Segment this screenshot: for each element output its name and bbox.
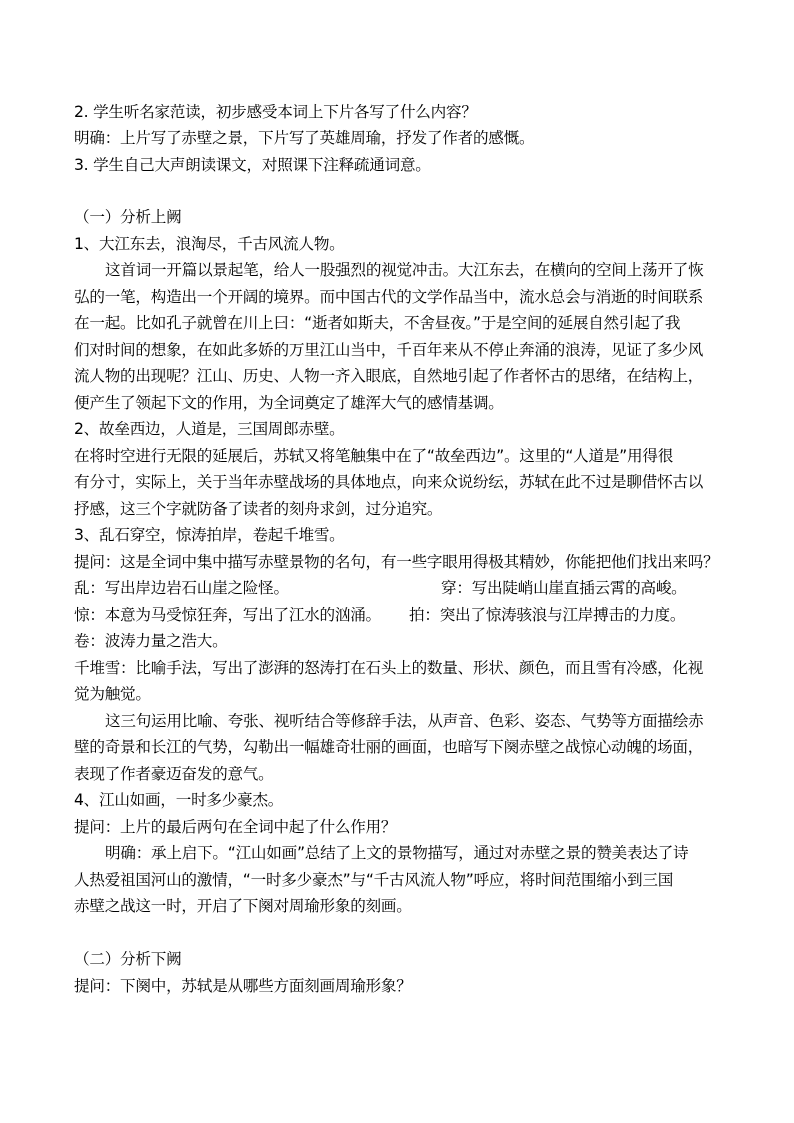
paragraph-line: 这首词一开篇以景起笔，给人一股强烈的视觉冲击。大江东去，在横向的空间上荡开了恢: [105, 261, 704, 279]
question-line: 提问：这是全词中集中描写赤壁景物的名句，有一些字眼用得极其精妙，你能把他们找出来吗？: [74, 553, 719, 571]
step-3-instruction: 3. 学生自己大声朗读课文，对照课下注释疏通词意。: [74, 156, 431, 174]
section-heading-lower: （二）分析下阙: [74, 950, 182, 968]
paragraph-line: 这三句运用比喻、夸张、视听结合等修辞手法，从声音、色彩、姿态、气势等方面描绘赤: [105, 712, 704, 730]
paragraph-line: 有分寸，实际上，关于当年赤壁战场的具体地点，向来众说纷纭，苏轼在此不过是聊借怀古以: [74, 473, 704, 491]
paragraph-line: 便产生了领起下文的作用，为全词奠定了雄浑大气的感情基调。: [74, 394, 504, 412]
verse-4: 4、江山如画，一时多少豪杰。: [74, 791, 284, 809]
word-note-chuan: 穿：写出陡峭山崖直插云霄的高峻。: [441, 579, 687, 597]
section-heading-upper: （一）分析上阙: [74, 208, 182, 226]
paragraph-line: 人热爱祖国河山的激情，“一时多少豪杰”与“千古风流人物”呼应，将时间范围缩小到三国: [74, 871, 674, 889]
paragraph-line: 抒感，这三个字就防备了读者的刻舟求剑，过分追究。: [74, 500, 443, 518]
verse-1: 1、大江东去，浪淘尽，千古风流人物。: [74, 235, 345, 253]
paragraph-line: 觉为触觉。: [74, 685, 151, 703]
paragraph-line: 表现了作者豪迈奋发的意气。: [74, 765, 274, 783]
paragraph-line: 弘的一笔，构造出一个开阔的境界。而中国古代的文学作品当中，流水总会与消逝的时间联系: [74, 288, 704, 306]
paragraph-line: 在将时空进行无限的延展后，苏轼又将笔触集中在了“故垒西边”。这里的“人道是”用得很: [74, 447, 674, 465]
word-note-juan: 卷：波涛力量之浩大。: [74, 632, 228, 650]
verse-3: 3、乱石穿空，惊涛拍岸，卷起千堆雪。: [74, 526, 345, 544]
word-note-pai: 拍：突出了惊涛骇浪与江岸搏击的力度。: [409, 606, 686, 624]
question-line: 提问：上片的最后两句在全词中起了什么作用？: [74, 818, 397, 836]
paragraph-line: 流人物的出现呢？江山、历史、人物一齐入眼底，自然地引起了作者怀古的思绪，在结构上，: [74, 367, 704, 385]
step-2-answer: 明确：上片写了赤壁之景，下片写了英雄周瑜，抒发了作者的感慨。: [74, 129, 535, 147]
word-note-jing: 惊：本意为马受惊狂奔，写出了江水的汹涌。: [74, 606, 381, 624]
verse-2: 2、故垒西边，人道是，三国周郎赤壁。: [74, 420, 345, 438]
answer-line: 明确：承上启下。“江山如画”总结了上文的景物描写，通过对赤壁之景的赞美表达了诗: [105, 844, 689, 862]
word-note-luan: 乱：写出岸边岩石山崖之险怪。: [74, 579, 289, 597]
paragraph-line: 赤壁之战这一时，开启了下阕对周瑜形象的刻画。: [74, 897, 412, 915]
step-2-question: 2. 学生听名家范读，初步感受本词上下片各写了什么内容？: [74, 103, 477, 121]
question-line: 提问：下阕中，苏轼是从哪些方面刻画周瑜形象？: [74, 977, 412, 995]
paragraph-line: 们对时间的想象，在如此多娇的万里江山当中，千百年来从不停止奔涌的浪涛，见证了多少风: [74, 341, 704, 359]
paragraph-line: 在一起。比如孔子就曾在川上曰：“逝者如斯夫，不舍昼夜。”于是空间的延展自然引起了我: [74, 314, 681, 332]
word-note-qianduixue: 千堆雪：比喻手法，写出了澎湃的怒涛打在石头上的数量、形状、颜色，而且雪有冷感，化视: [74, 659, 704, 677]
paragraph-line: 壁的奇景和长江的气势，勾勒出一幅雄奇壮丽的画面，也暗写下阕赤壁之战惊心动魄的场面，: [74, 738, 704, 756]
